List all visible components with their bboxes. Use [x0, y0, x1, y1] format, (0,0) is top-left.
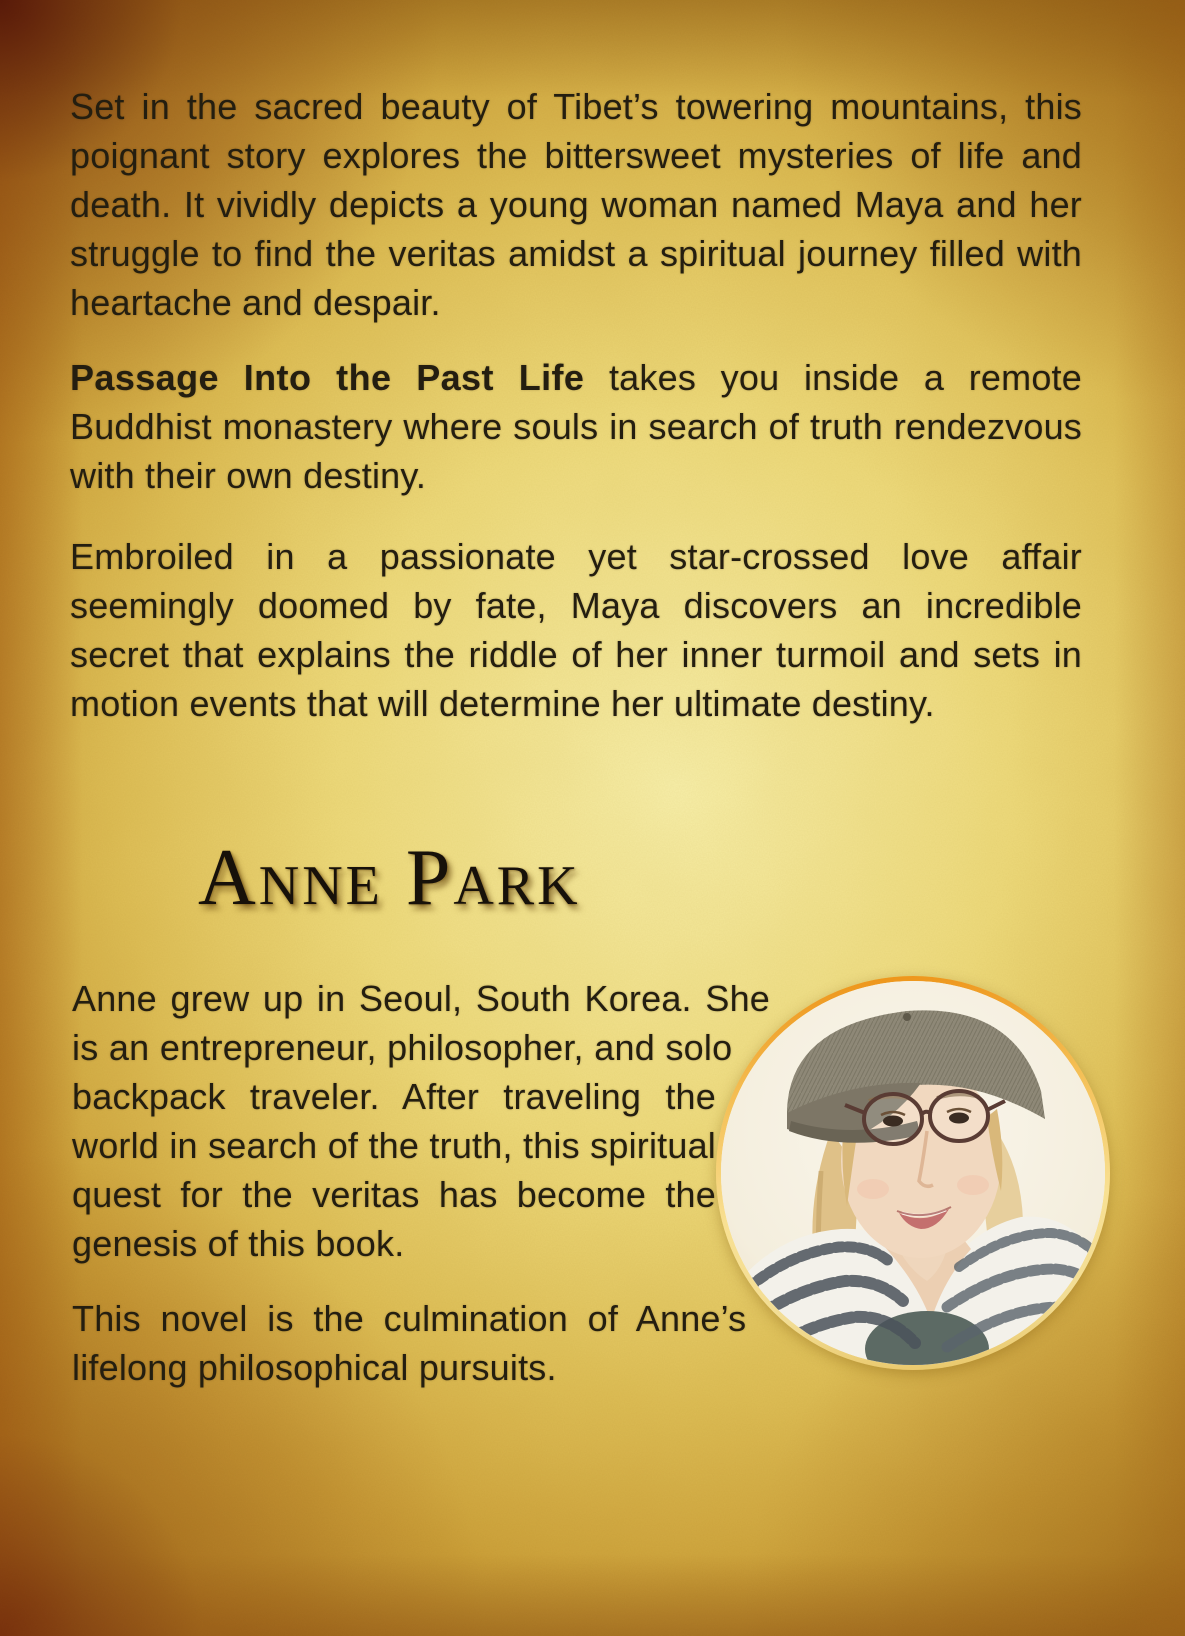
author-name-heading: Anne Park [198, 834, 581, 922]
synopsis-paragraph-3: Embroiled in a passionate yet star-crossed love affair seemingly doomed by fate, Maya discovers an incredible secret that explains the riddle of her inner turmoil and sets in motion events that will determine her ultimate destiny. [70, 536, 1082, 724]
synopsis-paragraph-1: Set in the sacred beauty of Tibet’s towering mountains, this poignant story explores the bittersweet mysteries of life and death. It vividly depicts a young woman named Maya and her struggle to find the veritas amidst a spiritual journey filled with heartache and despair. [70, 86, 1082, 323]
author-portrait-illustration [721, 981, 1105, 1365]
synopsis-paragraph-2 [70, 353, 1082, 500]
author-photo [721, 981, 1105, 1365]
book-title-inline: Passage Into the Past Life [70, 357, 585, 398]
author-photo-frame [716, 976, 1110, 1370]
synopsis-paragraph-2-text: takes you inside a remote Buddhist monastery where souls in search of truth rendezvous with their own destiny. [70, 357, 1082, 496]
author-bio-paragraph-1: Anne grew up in Seoul, South Korea. She is an entrepreneur, philosopher, and solo backpack traveler. After traveling the world in search of the truth, this spiritual quest for the veritas has become the genesis of this book. [72, 978, 771, 1264]
author-bio-section [72, 974, 1110, 1418]
author-bio-paragraph-2: This novel is the culmination of Anne’s lifelong philosophical pursuits. [72, 1298, 747, 1388]
